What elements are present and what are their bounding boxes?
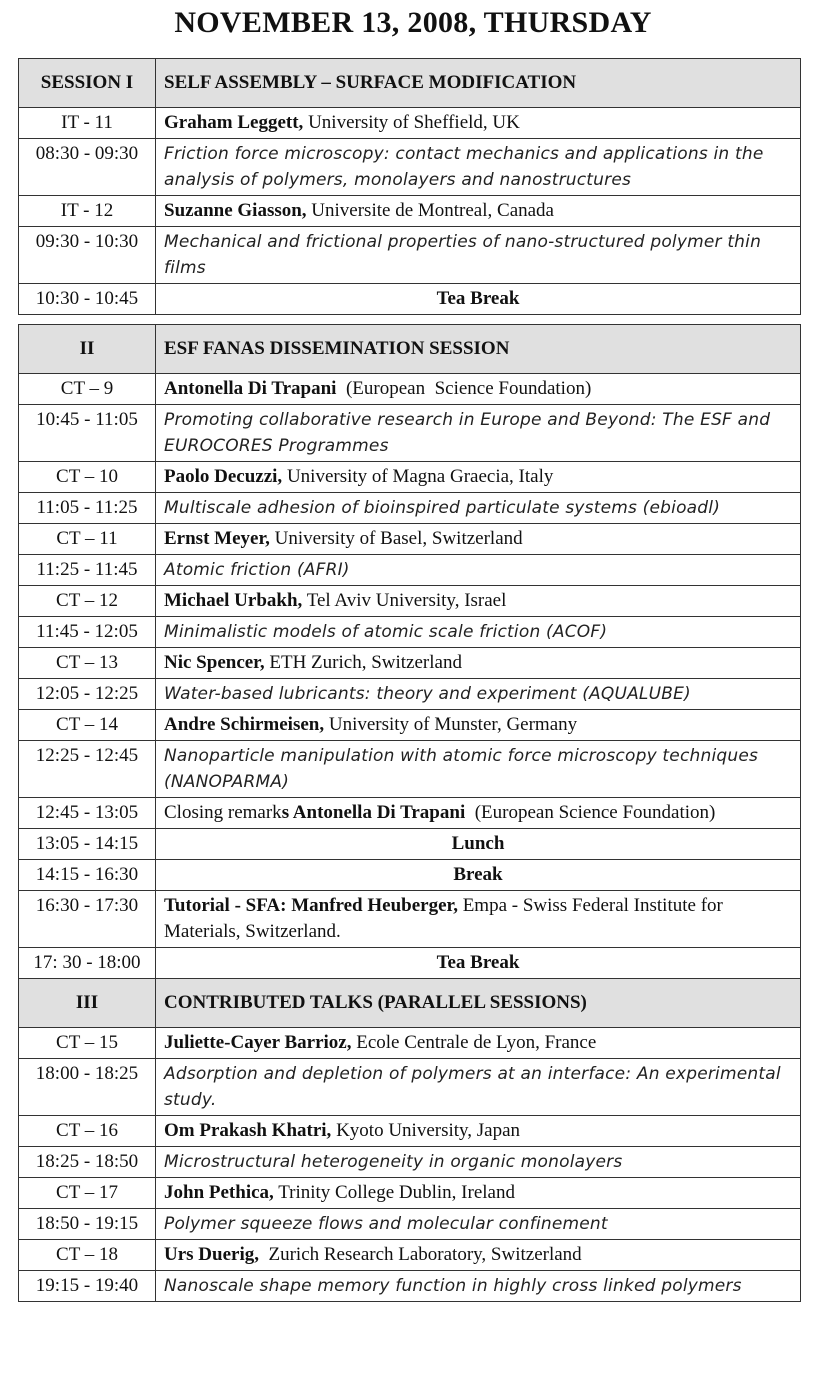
talk-code: CT – 18 xyxy=(19,1240,156,1271)
schedule-row xyxy=(19,374,801,405)
time-slot: 17: 30 - 18:00 xyxy=(19,948,156,979)
time-slot: 18:00 - 18:25 xyxy=(19,1059,156,1116)
session-label: II xyxy=(19,325,156,374)
time-slot: 10:30 - 10:45 xyxy=(19,284,156,315)
speaker-affiliation: University of Munster, Germany xyxy=(324,714,578,735)
talk-title: Friction force microscopy: contact mechanics and applications in the analysis of polymers, monolayers and nanostructures xyxy=(156,139,801,196)
schedule-row xyxy=(19,617,801,648)
talk-code: CT – 12 xyxy=(19,586,156,617)
talk-code: CT – 16 xyxy=(19,1116,156,1147)
session-1-table xyxy=(18,58,801,315)
speaker-cell xyxy=(156,196,801,227)
time-slot: 08:30 - 09:30 xyxy=(19,139,156,196)
session-header-row xyxy=(19,59,801,108)
schedule-row xyxy=(19,1209,801,1240)
session-header-row xyxy=(19,325,801,374)
break-label: Break xyxy=(156,860,801,891)
speaker-affiliation: Trinity College Dublin, Ireland xyxy=(273,1182,515,1203)
schedule-row xyxy=(19,1271,801,1302)
time-slot: 13:05 - 14:15 xyxy=(19,829,156,860)
talk-title: Nanoparticle manipulation with atomic force microscopy techniques (NANOPARMA) xyxy=(156,741,801,798)
talk-code: CT – 14 xyxy=(19,710,156,741)
session-1-body xyxy=(19,59,801,315)
schedule-row xyxy=(19,710,801,741)
talk-code: CT – 15 xyxy=(19,1028,156,1059)
speaker-affiliation: University of Magna Graecia, Italy xyxy=(282,466,554,487)
talk-code: IT - 12 xyxy=(19,196,156,227)
time-slot: 12:45 - 13:05 xyxy=(19,798,156,829)
schedule-row xyxy=(19,284,801,315)
talk-code: IT - 11 xyxy=(19,108,156,139)
time-slot: 12:25 - 12:45 xyxy=(19,741,156,798)
speaker-affiliation: Ecole Centrale de Lyon, France xyxy=(351,1032,597,1053)
schedule-row xyxy=(19,227,801,284)
speaker-affiliation: (European Science Foundation) xyxy=(465,802,716,823)
speaker-name: Ernst Meyer, xyxy=(164,528,270,549)
speaker-name: Andre Schirmeisen, xyxy=(164,714,325,735)
speaker-cell xyxy=(156,1116,801,1147)
break-label: Tea Break xyxy=(156,948,801,979)
schedule-row xyxy=(19,555,801,586)
session-label: SESSION I xyxy=(19,59,156,108)
speaker-cell xyxy=(156,1240,801,1271)
talk-title: Mechanical and frictional properties of nano-structured polymer thin films xyxy=(156,227,801,284)
schedule-row xyxy=(19,1116,801,1147)
speaker-affiliation: Empa - Swiss Federal Institute for Materials, Switzerland. xyxy=(164,895,728,942)
time-slot: 14:15 - 16:30 xyxy=(19,860,156,891)
speaker-name: Antonella Di Trapani xyxy=(164,378,337,399)
speaker-cell xyxy=(156,108,801,139)
speaker-cell xyxy=(156,586,801,617)
speaker-name: Paolo Decuzzi, xyxy=(164,466,283,487)
session-header-row xyxy=(19,979,801,1028)
speaker-affiliation: Tel Aviv University, Israel xyxy=(302,590,507,611)
speaker-cell xyxy=(156,891,801,948)
talk-code: CT – 11 xyxy=(19,524,156,555)
schedule-row xyxy=(19,648,801,679)
schedule-row xyxy=(19,860,801,891)
talk-title: Minimalistic models of atomic scale friction (ACOF) xyxy=(156,617,801,648)
time-slot: 11:25 - 11:45 xyxy=(19,555,156,586)
schedule-row xyxy=(19,1178,801,1209)
schedule-row xyxy=(19,948,801,979)
time-slot: 18:50 - 19:15 xyxy=(19,1209,156,1240)
time-slot: 18:25 - 18:50 xyxy=(19,1147,156,1178)
talk-title: Atomic friction (AFRI) xyxy=(156,555,801,586)
schedule-row xyxy=(19,679,801,710)
talk-code: CT – 13 xyxy=(19,648,156,679)
speaker-affiliation: ETH Zurich, Switzerland xyxy=(264,652,462,673)
prefix-text: Closing remark xyxy=(164,802,282,823)
talk-title: Promoting collaborative research in Europe and Beyond: The ESF and EUROCORES Programmes xyxy=(156,405,801,462)
time-slot: 19:15 - 19:40 xyxy=(19,1271,156,1302)
session-heading: SELF ASSEMBLY – SURFACE MODIFICATION xyxy=(156,59,801,108)
talk-title: Adsorption and depletion of polymers at an interface: An experimental study. xyxy=(156,1059,801,1116)
speaker-name: Michael Urbakh, xyxy=(164,590,303,611)
talk-title: Microstructural heterogeneity in organic monolayers xyxy=(156,1147,801,1178)
speaker-name: Graham Leggett, xyxy=(164,112,304,133)
schedule-row xyxy=(19,108,801,139)
page-title: NOVEMBER 13, 2008, THURSDAY xyxy=(174,6,652,39)
break-label: Lunch xyxy=(156,829,801,860)
break-label: Tea Break xyxy=(156,284,801,315)
speaker-cell xyxy=(156,462,801,493)
schedule-row xyxy=(19,829,801,860)
schedule-row xyxy=(19,798,801,829)
session-heading: CONTRIBUTED TALKS (PARALLEL SESSIONS) xyxy=(156,979,801,1028)
speaker-name: Om Prakash Khatri, xyxy=(164,1120,332,1141)
session-heading: ESF FANAS DISSEMINATION SESSION xyxy=(156,325,801,374)
talk-code: CT – 9 xyxy=(19,374,156,405)
speaker-affiliation: Universite de Montreal, Canada xyxy=(306,200,554,221)
speaker-cell xyxy=(156,524,801,555)
schedule-row xyxy=(19,1059,801,1116)
speaker-affiliation: Kyoto University, Japan xyxy=(331,1120,521,1141)
time-slot: 11:05 - 11:25 xyxy=(19,493,156,524)
session-2-3-table xyxy=(18,324,801,1302)
time-slot: 11:45 - 12:05 xyxy=(19,617,156,648)
speaker-cell xyxy=(156,798,801,829)
schedule-row xyxy=(19,1028,801,1059)
speaker-name: Juliette-Cayer Barrioz, xyxy=(164,1032,352,1053)
speaker-affiliation: University of Basel, Switzerland xyxy=(269,528,523,549)
session-label: III xyxy=(19,979,156,1028)
speaker-name: Tutorial - SFA: Manfred Heuberger, xyxy=(164,895,458,916)
speaker-name: John Pethica, xyxy=(164,1182,274,1203)
session-2-body xyxy=(19,325,801,979)
schedule-row xyxy=(19,462,801,493)
schedule-row xyxy=(19,741,801,798)
speaker-affiliation: Zurich Research Laboratory, Switzerland xyxy=(258,1244,582,1265)
speaker-cell xyxy=(156,1028,801,1059)
session-3-body xyxy=(19,979,801,1302)
time-slot: 10:45 - 11:05 xyxy=(19,405,156,462)
speaker-name: Urs Duerig, xyxy=(164,1244,259,1265)
speaker-affiliation: University of Sheffield, UK xyxy=(303,112,520,133)
time-slot: 09:30 - 10:30 xyxy=(19,227,156,284)
time-slot: 12:05 - 12:25 xyxy=(19,679,156,710)
schedule-row xyxy=(19,196,801,227)
speaker-cell xyxy=(156,648,801,679)
speaker-cell xyxy=(156,1178,801,1209)
speaker-name: Nic Spencer, xyxy=(164,652,265,673)
talk-title: Nanoscale shape memory function in highly cross linked polymers xyxy=(156,1271,801,1302)
speaker-cell xyxy=(156,710,801,741)
schedule-row xyxy=(19,586,801,617)
schedule-row xyxy=(19,405,801,462)
schedule-row xyxy=(19,1147,801,1178)
speaker-name: Suzanne Giasson, xyxy=(164,200,307,221)
schedule-row xyxy=(19,524,801,555)
talk-title: Polymer squeeze flows and molecular confinement xyxy=(156,1209,801,1240)
schedule-row xyxy=(19,1240,801,1271)
talk-code: CT – 10 xyxy=(19,462,156,493)
schedule-row xyxy=(19,891,801,948)
speaker-name: s Antonella Di Trapani xyxy=(281,802,466,823)
speaker-affiliation: (European Science Foundation) xyxy=(336,378,592,399)
talk-title: Water-based lubricants: theory and experiment (AQUALUBE) xyxy=(156,679,801,710)
speaker-cell xyxy=(156,374,801,405)
schedule-row xyxy=(19,139,801,196)
talk-code: CT – 17 xyxy=(19,1178,156,1209)
schedule-row xyxy=(19,493,801,524)
time-slot: 16:30 - 17:30 xyxy=(19,891,156,948)
talk-title: Multiscale adhesion of bioinspired particulate systems (ebioadl) xyxy=(156,493,801,524)
